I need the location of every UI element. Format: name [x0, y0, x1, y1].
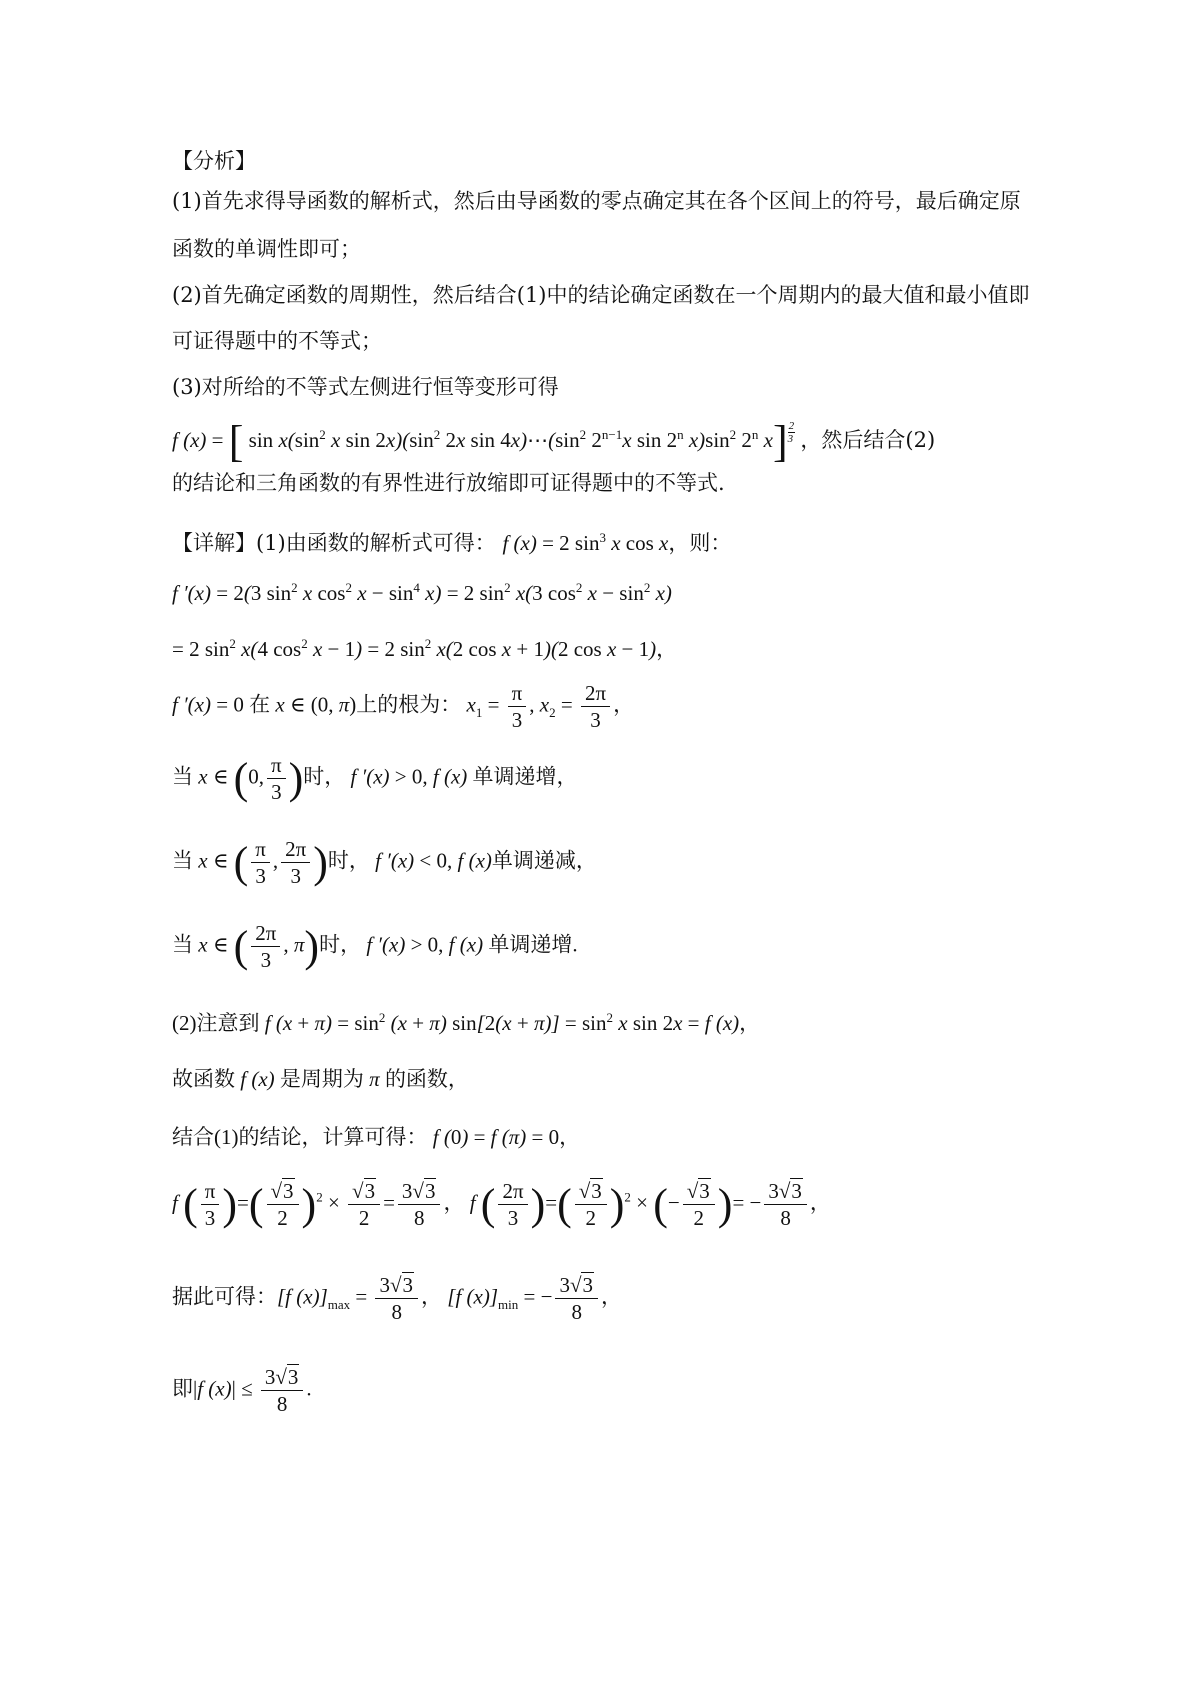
analysis-p2-line2: 可证得题中的不等式；: [172, 329, 382, 353]
analysis-heading: 【分析】: [172, 149, 256, 173]
part2-values: f ( $\frac{\pi}{3}$ )=( $\frac{√3}{2}$ )$^2$ × $\frac{√3}{2}$ = $\frac{3√3}{8}$ ， f ( $\frac{2\pi}{3}$ )=( $\frac{√3}{2}$ )$^2$ × (− $\frac{√3}{2}$ )= − $\frac{3√3}{8}$ ，: [172, 1179, 831, 1231]
analysis-p1-line1: (1)首先求得导函数的解析式，然后由导函数的零点确定其在各个区间上的符号，最后确定原: [172, 189, 1021, 213]
analysis-p3-tail: ，然后结合(2): [800, 428, 936, 452]
part2-period-statement: 故函数 f (x) 是周期为 π 的函数，: [172, 1067, 469, 1091]
analysis-p3-line1: (3)对所给的不等式左侧进行恒等变形可得: [172, 375, 559, 399]
roots-text-b: 上的根为：: [356, 692, 462, 717]
part2-periodicity: (2)注意到 f $(x + \pi) = \sin^2 (x + \pi) \sin[2(x + \pi)] = \sin^2 x$ sin 2x = f (x)，: [172, 1010, 761, 1035]
part2-conclusion: 即|f (x)| ≤ $\frac{3√3}{8}$ .: [172, 1365, 312, 1417]
analysis-p2-line1: (2)首先确定函数的周期性，然后结合(1)中的结论确定函数在一个周期内的最大值和最小值即: [172, 283, 1030, 307]
analysis-p3-formula: f (x) = [ $\sin x(\sin^2$ x $\sin 2x)(\sin^2$ 2x $\sin 4x)\cdots(\sin^2$ $2^{n-1}x$ sin 2$^n$ $x)\sin^2$ 2$^n$ x] $\frac{2}{3}$ ，然后结合(2): [172, 417, 936, 467]
interval-2: 当 x ∈ ( $\frac{\pi}{3}$ , $\frac{2\pi}{3}$ )时， f ′(x) < 0, f (x)单调递减，: [172, 837, 597, 889]
roots-text-a: 在: [249, 692, 271, 717]
detail-l1-text: (1)由函数的解析式可得：: [256, 531, 496, 555]
detail-l1-then: ，则：: [668, 531, 732, 555]
interval-3: 当 x ∈ ( $\frac{2\pi}{3}$ , π)时， f ′(x) > 0, f (x) 单调递增.: [172, 921, 578, 973]
part2-endpoints: 结合(1)的结论，计算可得： f (0) = f (π) = 0，: [172, 1125, 581, 1149]
interval-1: 当 x ∈ (0, $\frac{\pi}{3}$ )时， f ′(x) > 0, f (x) 单调递增，: [172, 753, 578, 805]
detail-line1: 【详解】(1)由函数的解析式可得： f (x) = 2 $\sin^3 x$ cos x，则：: [172, 530, 732, 555]
derivative-roots: f ′(x) = 0 在 x ∈ (0, π)上的根为： $x_1$ = $\frac{\pi}{3}$ , $x_2$ = $\frac{2\pi}{3}$ ，: [172, 681, 635, 733]
analysis-p1-line2: 函数的单调性即可；: [172, 237, 361, 261]
part2-max-min: 据此可得：[f $(x)]_{max}$ = $\frac{3√3}{8}$ ， [f $(x)]_{min}$ = − $\frac{3√3}{8}$ ，: [172, 1273, 622, 1325]
derivative-line1: f ′(x) = 2(3 $\sin^2 x$ $\cos^2 x - \sin^4 x) = 2$ $\sin^2 x(3$ $\cos^2 x - \sin^2 x$): [172, 580, 672, 605]
analysis-p3-line2: 的结论和三角函数的有界性进行放缩即可证得题中的不等式.: [172, 471, 725, 495]
derivative-line2: = 2 $\sin^2 x(4$ $\cos^2 x - 1) = 2$ $\sin^2 x(2$ cos x + 1)(2 cos x − 1)，: [172, 636, 678, 661]
detail-heading: 【详解】: [172, 531, 256, 555]
